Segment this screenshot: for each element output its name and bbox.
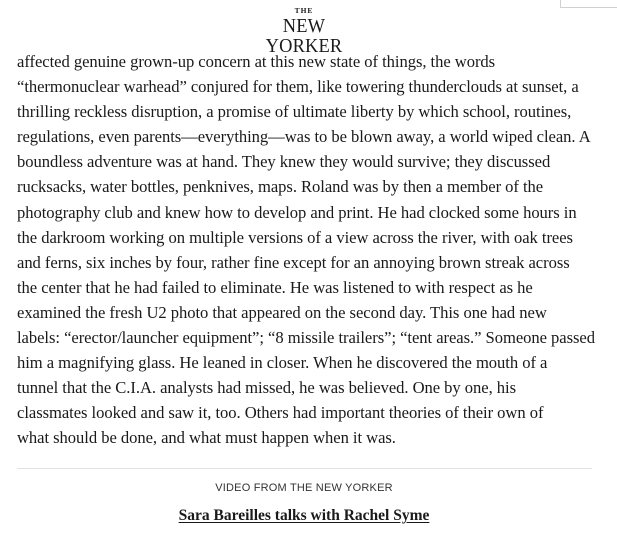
masthead-name: NEW YORKER [265,14,343,57]
article-line: what should be done, and what must happen when it was. [17,428,396,448]
article-line: affected genuine grown-up concern at this new state of things, the words [17,52,496,71]
article-line: and ferns, six inches by four, rather fine except for an annoying brown streak across [17,252,570,272]
section-divider [17,468,592,469]
article-line: boundless adventure was at hand. They knew they would survive; they discussed [17,152,551,172]
video-title [0,507,608,525]
article-line: regulations, even parents—everything—was to be blown away, a world wiped clean. A [17,127,591,147]
header-corner-box [560,0,617,8]
site-header [0,0,617,57]
article-line: labels: “erector/launcher equipment”; “8 missile trailers”; “tent areas.” Someone passed [17,328,595,348]
video-section-label: VIDEO FROM THE NEW YORKER [215,482,393,494]
article-line: the darkroom working on multiple versions of a view across the river, with oak trees [17,227,573,247]
article-line: “thermonuclear warhead” conjured for them, like towering thunderclouds at sunset, a [17,77,579,97]
article-line: the center that he had failed to eliminate. He was listened to with respect as he [17,277,533,297]
masthead-the: THE [294,6,314,15]
article-line: rucksacks, water bottles, penknives, maps. Roland was by then a member of the [17,177,544,197]
article-line: classmates looked and saw it, too. Others had important theories of their own of [17,403,544,423]
article-line: him a magnifying glass. He leaned in closer. When he discovered the mouth of a [17,353,548,373]
article-line: examined the fresh U2 photo that appeared on the second day. This one had new [17,302,547,322]
article-body [17,49,597,451]
article-line: thrilling reckless disruption, a promise of ultimate liberty by which school, routines, [17,102,572,122]
article-line: tunnel that the C.I.A. analysts had missed, he was believed. One by one, his [17,378,516,398]
article-line: photography club and knew how to develop and print. He had clocked some hours in [17,202,577,222]
video-title-link[interactable]: Sara Bareilles talks with Rachel Syme [178,507,430,524]
